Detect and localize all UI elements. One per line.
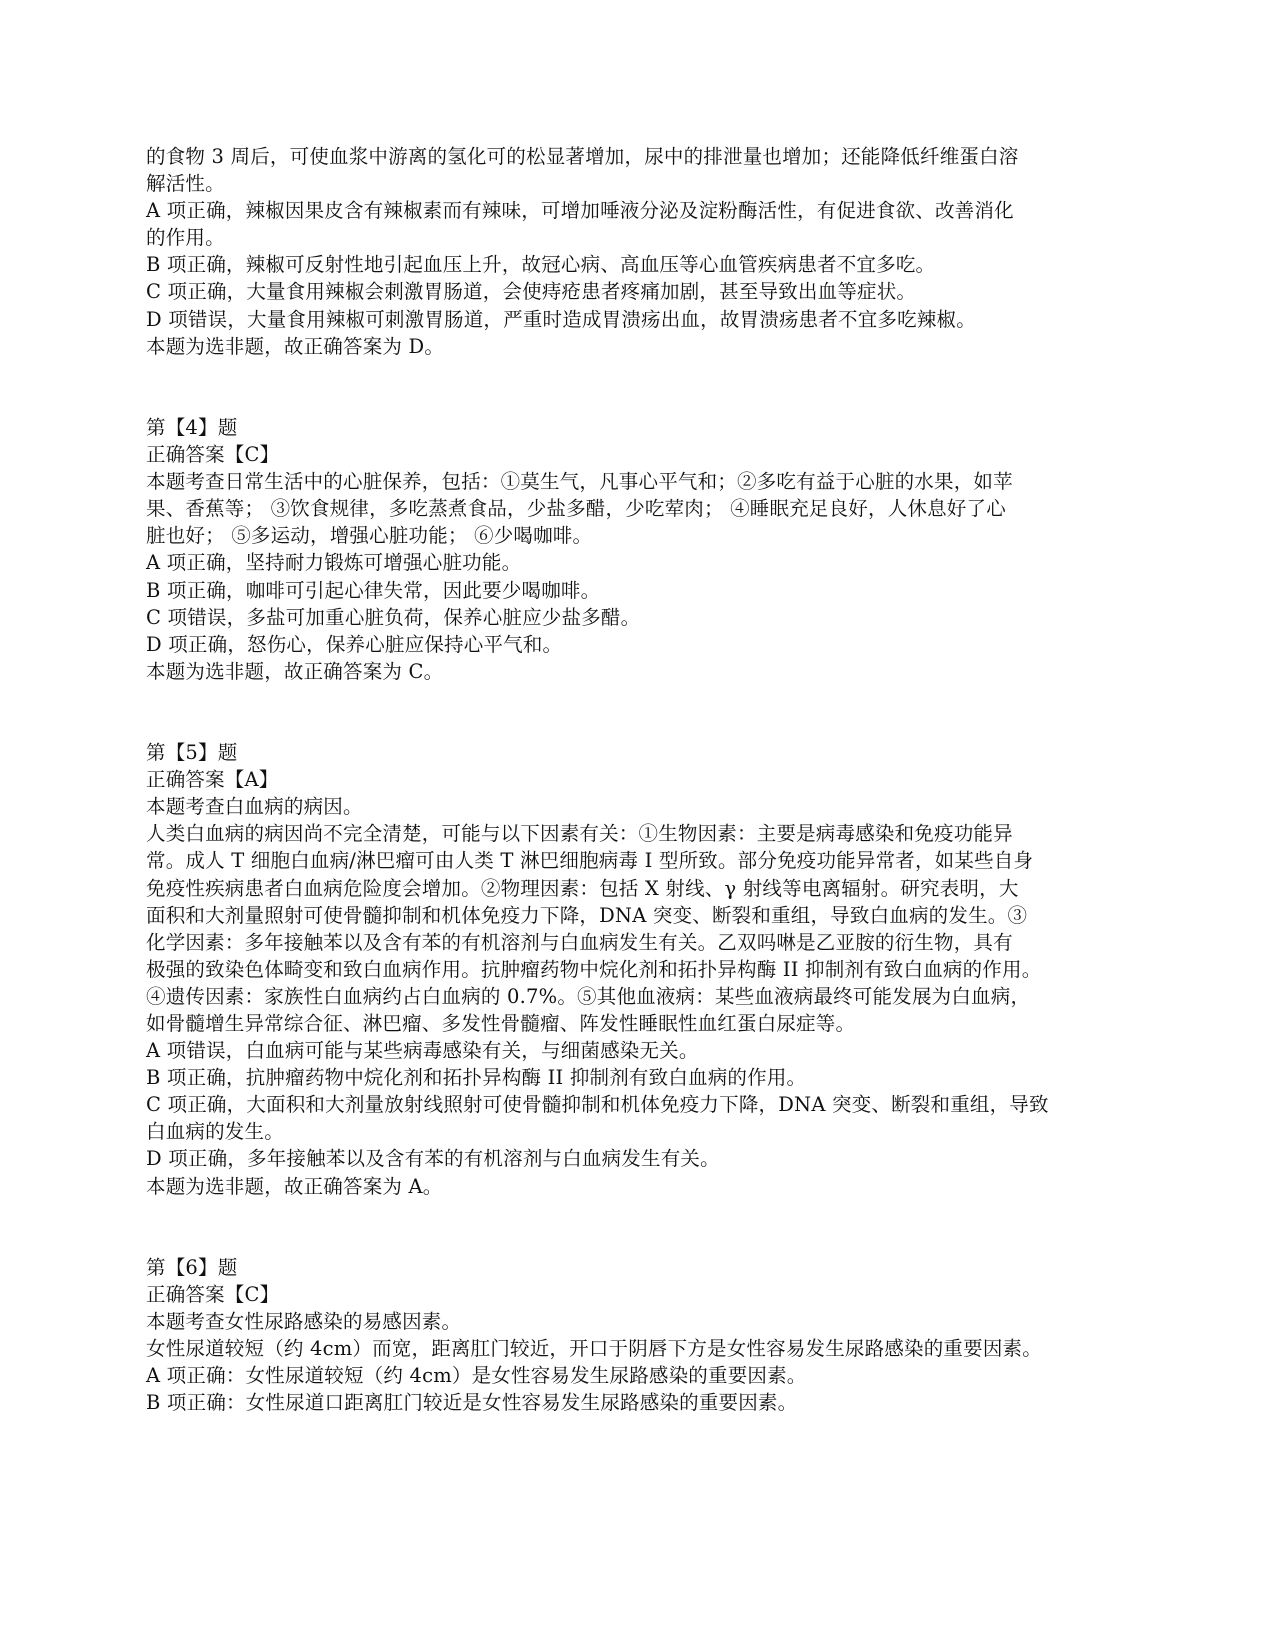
text-line: C 项正确，大面积和大剂量放射线照射可使骨髓抑制和机体免疫力下降，DNA 突变、断裂和重组，导致 xyxy=(146,1093,1049,1117)
section-gap xyxy=(146,360,1136,414)
text-line: A 项正确：女性尿道较短（约 4cm）是女性容易发生尿路感染的重要因素。 xyxy=(146,1364,807,1388)
text-line: B 项正确，抗肿瘤药物中烷化剂和拓扑异构酶 II 抑制剂有致白血病的作用。 xyxy=(146,1066,807,1090)
section-gap xyxy=(146,1200,1136,1254)
text-line: 常。成人 T 细胞白血病/淋巴瘤可由人类 T 淋巴细胞病毒 I 型所致。部分免疫功能异常者，如某些自身 xyxy=(146,849,1034,873)
question-5 xyxy=(146,739,1136,1200)
text-line: D 项正确，多年接触苯以及含有苯的有机溶剂与白血病发生有关。 xyxy=(146,1147,720,1171)
text-line: 如骨髓增生异常综合征、淋巴瘤、多发性骨髓瘤、阵发性睡眠性血红蛋白尿症等。 xyxy=(146,1012,856,1035)
conclusion-line: 本题为选非题，故正确答案为 D。 xyxy=(146,334,445,358)
text-line: 面积和大剂量照射可使骨髓抑制和机体免疫力下降，DNA 突变、断裂和重组，导致白血病的发生。③ xyxy=(146,903,1028,927)
text-line: 女性尿道较短（约 4cm）而宽，距离肛门较近，开口于阴唇下方是女性容易发生尿路感染的重要因素。 xyxy=(146,1337,1042,1361)
text-line: ④遗传因素：家族性白血病约占白血病的 0.7%。⑤其他血液病：某些血液病最终可能发展为白血病， xyxy=(146,984,1031,1008)
text-line: 解活性。 xyxy=(146,172,225,196)
text-line: 化学因素：多年接触苯以及含有苯的有机溶剂与白血病发生有关。乙双吗啉是乙亚胺的衍生物，具有 xyxy=(146,930,1013,954)
question-3-continuation xyxy=(146,143,1136,360)
text-line: 人类白血病的病因尚不完全清楚，可能与以下因素有关：①生物因素：主要是病毒感染和免疫功能异 xyxy=(146,822,1013,846)
text-line: A 项错误，白血病可能与某些病毒感染有关，与细菌感染无关。 xyxy=(146,1039,699,1063)
text-line: 极强的致染色体畸变和致白血病作用。抗肿瘤药物中烷化剂和拓扑异构酶 II 抑制剂有致白血病的作用。 xyxy=(146,957,1042,981)
text-line: D 项正确，怒伤心，保养心脏应保持心平气和。 xyxy=(146,632,563,656)
text-line: 白血病的发生。 xyxy=(146,1120,284,1144)
text-line: A 项正确，坚持耐力锻炼可增强心脏功能。 xyxy=(146,551,522,575)
text-line: A 项正确，辣椒因果皮含有辣椒素而有辣味，可增加唾液分泌及淀粉酶活性，有促进食欲、改善消化 xyxy=(146,199,1014,223)
text-line: 免疫性疾病患者白血病危险度会增加。②物理因素：包括 X 射线、γ 射线等电离辐射。研究表明，大 xyxy=(146,876,1019,900)
text-line: 的作用。 xyxy=(146,226,225,250)
question-title: 第【4】题 xyxy=(146,415,238,439)
correct-answer: 正确答案【A】 xyxy=(146,768,279,792)
question-6 xyxy=(146,1254,1136,1417)
document-page xyxy=(146,143,1136,1416)
conclusion-line: 本题为选非题，故正确答案为 A。 xyxy=(146,1174,443,1198)
text-line: C 项正确，大量食用辣椒会刺激胃肠道，会使痔疮患者疼痛加剧，甚至导致出血等症状。 xyxy=(146,280,917,304)
text-line: 本题考查白血病的病因。 xyxy=(146,795,363,819)
correct-answer: 正确答案【C】 xyxy=(146,1282,280,1306)
text-line: 果、香蕉等； ③饮食规律，多吃蒸煮食品，少盐多醋，少吃荤肉； ④睡眠充足良好，人休息好了心 xyxy=(146,497,1006,521)
question-4 xyxy=(146,414,1136,685)
question-title: 第【5】题 xyxy=(146,741,238,765)
text-line: 本题考查日常生活中的心脏保养，包括：①莫生气，凡事心平气和；②多吃有益于心脏的水果，如苹 xyxy=(146,470,1013,494)
text-line: B 项正确，辣椒可反射性地引起血压上升，故冠心病、高血压等心血管疾病患者不宜多吃。 xyxy=(146,253,936,277)
text-line: 本题考查女性尿路感染的易感因素。 xyxy=(146,1310,462,1334)
text-line: 脏也好； ⑤多运动，增强心脏功能； ⑥少喝咖啡。 xyxy=(146,524,593,548)
section-gap xyxy=(146,685,1136,739)
text-line: C 项错误，多盐可加重心脏负荷，保养心脏应少盐多醋。 xyxy=(146,605,641,629)
text-line: D 项错误，大量食用辣椒可刺激胃肠道，严重时造成胃溃疡出血，故胃溃疡患者不宜多吃辣椒。 xyxy=(146,307,976,331)
text-line: B 项正确，咖啡可引起心律失常，因此要少喝咖啡。 xyxy=(146,578,601,602)
conclusion-line: 本题为选非题，故正确答案为 C。 xyxy=(146,659,444,683)
text-line: B 项正确：女性尿道口距离肛门较近是女性容易发生尿路感染的重要因素。 xyxy=(146,1391,798,1415)
text-line: 的食物 3 周后，可使血浆中游离的氢化可的松显著增加，尿中的排泄量也增加；还能降低纤维蛋白溶 xyxy=(146,145,1019,168)
correct-answer: 正确答案【C】 xyxy=(146,443,280,467)
question-title: 第【6】题 xyxy=(146,1255,238,1279)
